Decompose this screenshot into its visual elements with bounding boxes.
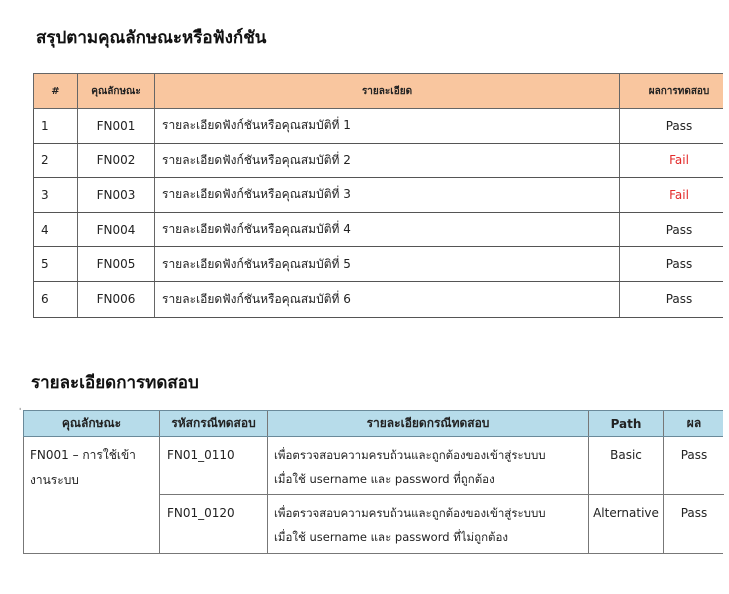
row-number: 4 [34, 213, 78, 247]
case-result: Pass [680, 506, 708, 520]
table-row [33, 178, 723, 213]
row-detail: รายละเอียดฟังก์ชันหรือคุณสมบัติที่ 5 [155, 247, 620, 281]
row-result: Pass [620, 282, 729, 317]
case-description-line: เพื่อตรวจสอบความครบถ้วนและถูกต้องของเข้าสู่ระบบบ [274, 448, 546, 462]
row-detail: รายละเอียดฟังก์ชันหรือคุณสมบัติที่ 6 [155, 282, 620, 317]
col-header-detail: รายละเอียด [155, 74, 620, 108]
case-description-line: เพื่อตรวจสอบความครบถ้วนและถูกต้องของเข้าสู่ระบบบ [274, 506, 546, 520]
details-table [23, 410, 723, 554]
table-row [33, 213, 723, 248]
summary-heading: สรุปตามคุณลักษณะหรือฟังก์ชัน [36, 28, 267, 48]
case-description [268, 437, 589, 494]
row-feature: FN004 [78, 213, 155, 247]
row-result: Pass [620, 247, 729, 281]
feature-line: งานระบบ [30, 473, 79, 487]
col-header-case-id: รหัสกรณีทดสอบ [160, 411, 268, 436]
row-number: 6 [34, 282, 78, 317]
row-detail: รายละเอียดฟังก์ชันหรือคุณสมบัติที่ 4 [155, 213, 620, 247]
table-row [33, 247, 723, 282]
row-detail: รายละเอียดฟังก์ชันหรือคุณสมบัติที่ 1 [155, 109, 620, 143]
row-feature: FN002 [78, 144, 155, 178]
case-path: Basic [589, 437, 664, 494]
row-feature: FN006 [78, 282, 155, 317]
table-row [160, 495, 724, 553]
details-heading: รายละเอียดการทดสอบ [31, 373, 199, 393]
col-header-result: ผล [686, 416, 702, 430]
table-row [33, 282, 723, 318]
row-feature: FN001 [78, 109, 155, 143]
row-number: 3 [34, 178, 78, 212]
summary-table-header [33, 73, 723, 109]
col-header-feature: คุณลักษณะ [24, 411, 160, 436]
row-feature: FN005 [78, 247, 155, 281]
col-header-path: Path [589, 411, 664, 436]
details-table-body [23, 437, 723, 554]
row-detail: รายละเอียดฟังก์ชันหรือคุณสมบัติที่ 3 [155, 178, 620, 212]
table-row [33, 144, 723, 179]
case-id: FN01_0120 [160, 495, 268, 553]
row-result: Fail [620, 178, 729, 212]
edge-mark: ˌ [19, 402, 22, 411]
row-result: Pass [620, 213, 729, 247]
table-row [33, 109, 723, 144]
case-path: Alternative [589, 495, 664, 553]
table-row [160, 437, 724, 495]
col-header-number: # [34, 74, 78, 108]
case-description-line: เมื่อใช้ username และ password ที่ถูกต้อง [274, 472, 495, 486]
row-detail: รายละเอียดฟังก์ชันหรือคุณสมบัติที่ 2 [155, 144, 620, 178]
case-result: Pass [680, 448, 708, 462]
col-header-result: ผลการทดสอบ [620, 74, 729, 108]
feature-cell [24, 437, 160, 553]
row-number: 1 [34, 109, 78, 143]
case-id: FN01_0110 [160, 437, 268, 494]
row-number: 5 [34, 247, 78, 281]
summary-table [33, 73, 723, 318]
col-header-case-detail: รายละเอียดกรณีทดสอบ [268, 411, 589, 436]
details-table-header [23, 410, 723, 437]
col-header-feature: คุณลักษณะ [78, 74, 155, 108]
row-feature: FN003 [78, 178, 155, 212]
case-description [268, 495, 589, 553]
row-number: 2 [34, 144, 78, 178]
case-description-line: เมื่อใช้ username และ password ที่ไม่ถูกต้อง [274, 530, 509, 544]
row-result: Fail [620, 144, 729, 178]
row-result: Pass [620, 109, 729, 143]
feature-line: FN001 – การใช้เข้า [30, 448, 136, 462]
